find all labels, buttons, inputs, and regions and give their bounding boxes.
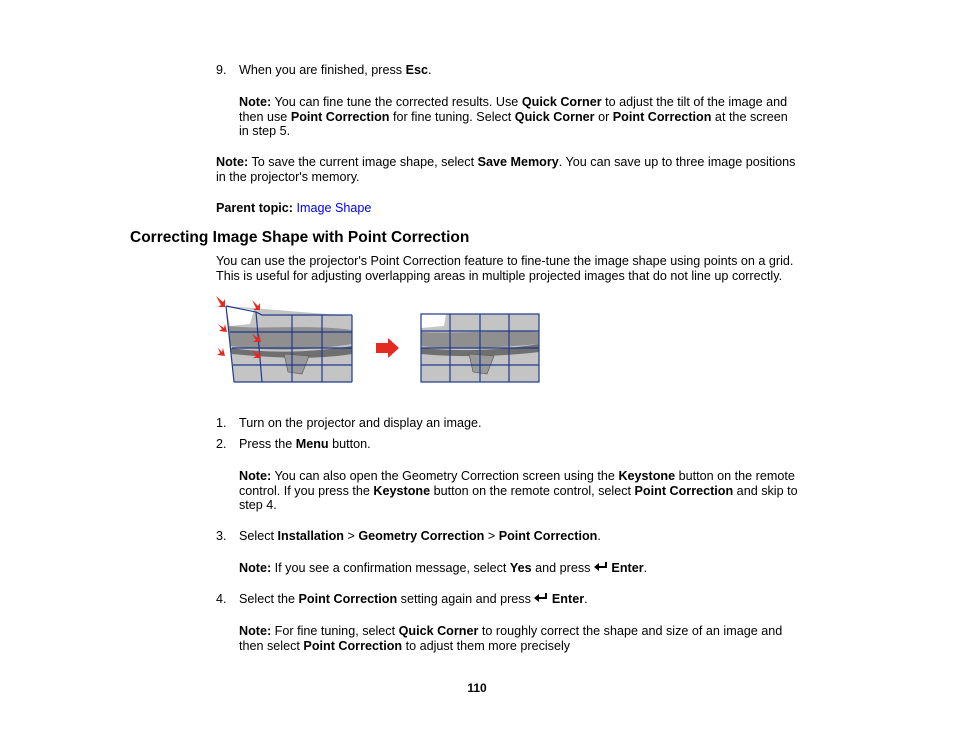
text: You can fine tune the corrected results. Use [271,95,522,109]
note-fine-tuning [239,624,839,653]
step-3-text [239,529,601,544]
key-esc: Esc [405,63,429,77]
bold-term: Menu [295,437,329,451]
text: step 4. [239,498,277,513]
text: and skip to [733,483,798,498]
step-2-number: 2. [216,437,227,451]
bold-term: Point Correction [612,109,712,124]
bold-term: Save Memory [477,155,559,169]
bold-term: Point Correction [498,529,598,543]
note-label: Note: [216,155,249,169]
text: > [344,529,359,543]
text: then select [239,638,304,653]
step-9-text [239,63,432,78]
note-save-memory [216,155,836,184]
text: to adjust them more precisely [402,638,571,653]
before-image [216,296,352,382]
bold-term: Keystone [618,469,676,483]
text: . You can save up to three image positions [558,155,796,169]
bold-term: Enter [611,561,644,575]
note-label: Note: [239,95,272,109]
text: Press the [239,437,296,451]
bold-term: Geometry Correction [358,529,485,543]
step-4-text [239,592,588,607]
text: > [484,529,499,543]
parent-topic-label: Parent topic: [216,201,293,215]
step-text: When you are finished, press [239,63,406,77]
bold-term: Point Correction [298,592,398,606]
step-1-number: 1. [216,416,227,430]
text: at the screen [711,109,788,124]
text: To save the current image shape, select [248,155,478,169]
step-3-number: 3. [216,529,227,543]
text: You can also open the Geometry Correction screen using the [271,469,619,483]
bold-term: Enter [551,592,585,606]
intro-line: You can use the projector's Point Correction feature to fine-tune the image shape using points on a grid. [216,254,794,268]
text: control. If you press the [239,483,374,498]
text: to roughly correct the shape and size of an image and [478,624,783,638]
text: and press [531,561,594,575]
enter-icon [594,562,608,573]
note-quick-corner [239,95,839,139]
bold-term: Quick Corner [514,109,595,124]
bold-term: Yes [509,561,532,575]
bold-term: Keystone [373,483,431,498]
bold-term: Point Correction [634,483,734,498]
page-number: 110 [467,681,487,695]
punct: . [428,63,432,77]
note-label: Note: [239,561,272,575]
after-image [421,314,539,382]
bold-term: Point Correction [290,109,390,124]
text: . [643,561,648,575]
right-arrow-icon [376,338,399,358]
text: button on the remote control, select [430,483,635,498]
text: for fine tuning. Select [389,109,515,124]
text: setting again and press [397,592,535,606]
text: Select [239,529,278,543]
text: in the projector's memory. [216,169,360,184]
text: button. [328,437,371,451]
parent-topic [216,201,371,216]
step-4-number: 4. [216,592,227,606]
text: button on the remote [675,469,795,483]
bold-term: Quick Corner [398,624,479,638]
bold-term: Quick Corner [521,95,602,109]
step-2-text [239,437,371,452]
parent-topic-link[interactable]: Image Shape [296,201,372,215]
text: then use [239,109,291,124]
note-label: Note: [239,469,272,483]
enter-icon [534,593,548,604]
text: or [594,109,613,124]
bold-term: Installation [277,529,344,543]
bold-term: Point Correction [303,638,403,653]
text: If you see a confirmation message, select [271,561,510,575]
text: in step 5. [239,124,291,139]
section-title: Correcting Image Shape with Point Correction [130,229,470,246]
text: Select the [239,592,299,606]
step-number: 9. [216,63,227,77]
note-keystone [239,469,839,513]
intro-line: This is useful for adjusting overlapping areas in multiple projected images that do not line up correctly. [216,268,783,283]
step-9 [216,63,227,78]
intro-paragraph [216,254,836,283]
text: For fine tuning, select [271,624,399,638]
text: to adjust the tilt of the image and [601,95,788,109]
note-confirmation [239,561,647,576]
note-label: Note: [239,624,272,638]
step-1-text: Turn on the projector and display an image. [239,416,482,430]
text: . [584,592,588,606]
point-correction-illustration [214,294,544,386]
text: . [597,529,601,543]
